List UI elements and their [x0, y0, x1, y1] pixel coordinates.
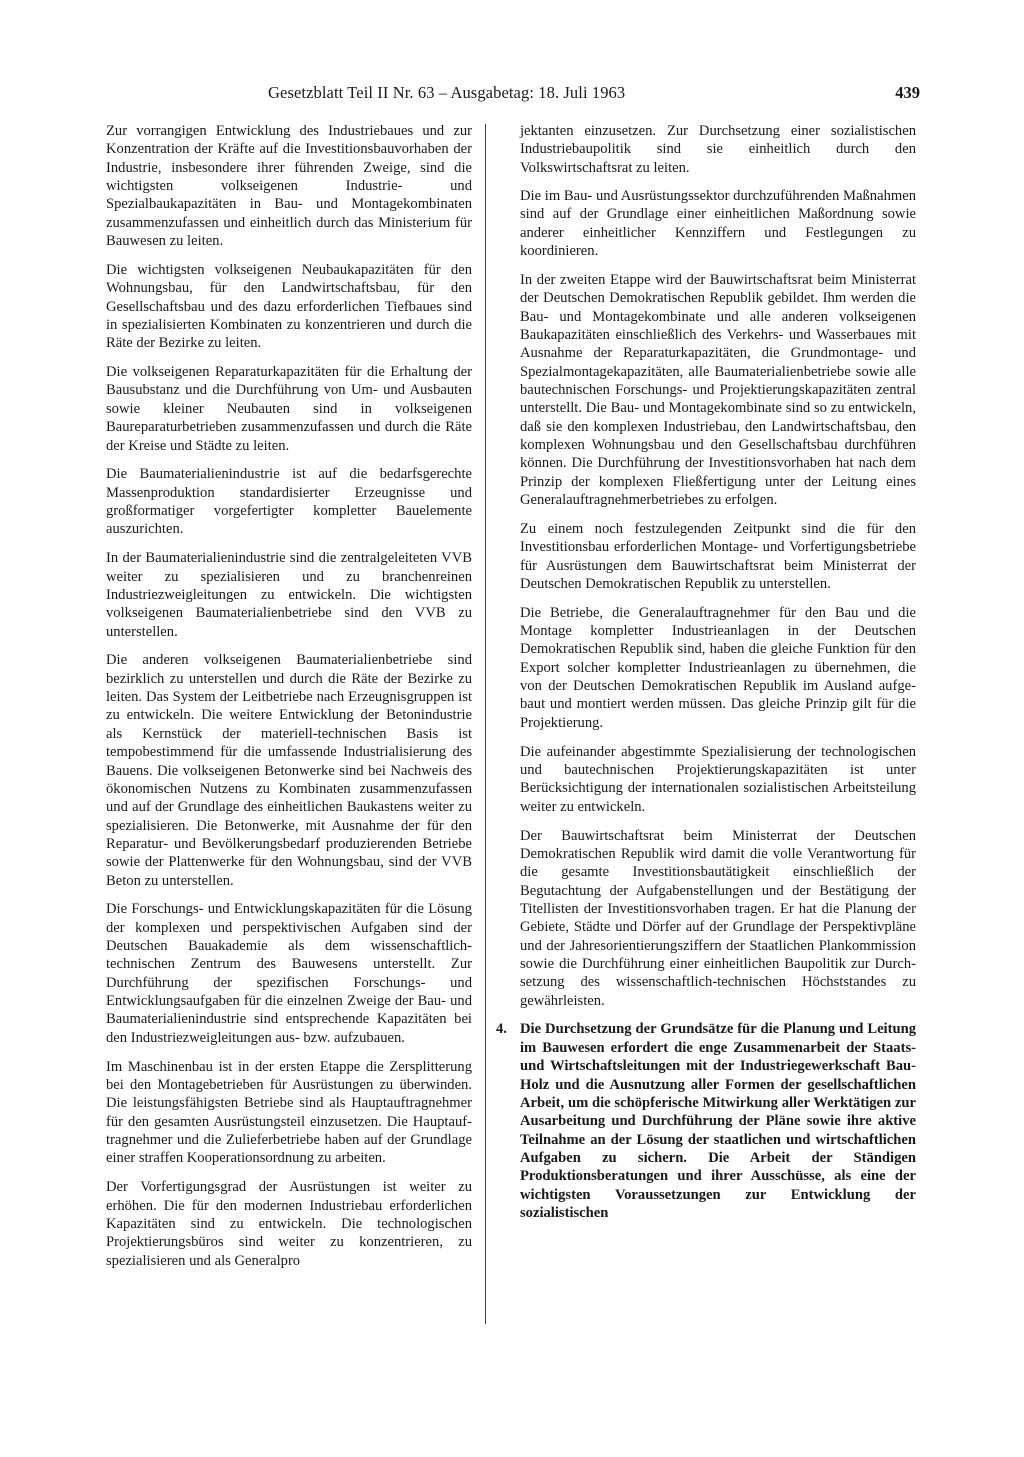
gazette-title: Gesetzblatt Teil II Nr. 63 – Ausgabetag: 18. Juli 1963 — [268, 83, 626, 102]
left-column — [106, 122, 472, 1280]
paragraph: Im Maschinenbau ist in der ersten Etappe die Zersplitterung bei den Montagebetrieben für Ausrüstungen zu überwinden. Die leistungsfähigsten Betriebe sind als Hauptauftragnehmer für den gesamten Ausrüstungsteil einzusetzen. Die Hauptauftragnehmer und die Zulieferbetriebe haben auf der Grundlage einer straffen Kooperationsordnung zu arbeiten. — [106, 1058, 472, 1167]
item-text: Die Durchsetzung der Grundsätze für die Planung und Leitung im Bauwesen erfordert die enge Zusammenarbeit der Staats- und Wirtschaftsleitungen mit der Industriegewerkschaft Bau-Holz und die Ausnutzung aller Formen der gesellschaftlichen Arbeit, um die schöpferische Mitwirkung aller Werktätigen zur Ausarbeitung und Durchführung der Pläne sowie ihre aktive Teilnahme an der Lösung der staatlichen und wirtschaftlichen Aufgaben zu sichern. Die Arbeit der Ständigen Produktionsberatungen und ihrer Ausschüsse, als eine der wichtigsten Voraussetzungen zur Entwicklung der sozialistischen — [520, 1021, 916, 1221]
numbered-item-4 — [496, 1020, 916, 1222]
paragraph: Die wichtigsten volkseigenen Neubaukapazitäten für den Wohnungsbau, für den Landwirtschaftsbau, für den Gesellschaftsbau und des dazu erforderlichen Tiefbaues sind in spezialisierten Kombinaten zu konzentrieren und durch die Räte der Bezirke zu leiten. — [106, 261, 472, 352]
paragraph: Die Forschungs- und Entwicklungskapazitäten für die Lösung der komplexen und perspektivischen Aufgaben sind der Deutschen Bauakademie als dem wissenschaftlich-technischen Zentrum des Bauwesens unterstellt. Zur Durchführung der spezifischen Forschungs- und Entwicklungsaufgaben für die einzelnen Zweige der Bau- und Baumaterialienindustrie sind entsprechende Kapazitäten bei den Industriezweigleitungen aus- bzw. aufzubauen. — [106, 901, 472, 1046]
paragraph: Die Betriebe, die Generalauftragnehmer für den Bau und die Montage kompletter Industrieanlagen in der Deutschen Demokratischen Republik sind, haben die gleiche Funktion für den Export solcher kompletter Industrieanlagen zu übernehmen, die von der Deutschen Demokratischen Republik im Ausland aufgebaut und montiert werden müssen. Das gleiche Prinzip gilt für die Projektierung. — [520, 604, 916, 731]
paragraph: Die Baumaterialienindustrie ist auf die bedarfsgerechte Massenproduktion standardisierter Erzeugnisse und großformatiger vorgefertigter kompletter Bauelemente auszurichten. — [106, 466, 472, 538]
page-header — [268, 82, 920, 104]
paragraph: Der Vorfertigungsgrad der Ausrüstungen ist weiter zu erhöhen. Die für den modernen Industriebau erforderlichen Kapazitäten sind zu entwickeln. Die technologischen Projektierungsbüros sind weiter zu konzentrieren, zu spezialisieren und als Generalpro — [106, 1179, 472, 1269]
paragraph: In der Baumaterialienindustrie sind die zentralgeleiteten VVB weiter zu spezialisieren und zu branchenreinen Industriezweigleitungen zu entwickeln. Die wichtigsten volkseigenen Baumaterialienbetriebe sind den VVB zu unterstellen. — [106, 550, 472, 640]
paragraph: Der Bauwirtschaftsrat beim Ministerrat der Deutschen Demokratischen Republik wird damit die volle Verantwortung für die gesamte Investitionsbautätigkeit einschließlich der Begutachtung der Aufgabenstellungen und der Bestätigung der Titellisten der Investitionsvorhaben tragen. Er hat die Planung der Gebiete, Städte und Dörfer auf der Grundlage der Perspektivpläne und der Jahresorientierungsziffern der Staatlichen Plankommission sowie die Durchführung einer einheitlichen Baupolitik zur Durchsetzung des wissenschaftlich-technischen Höchststandes zu gewährleisten. — [520, 827, 916, 1009]
item-number: 4. — [496, 1021, 507, 1038]
paragraph: Die anderen volkseigenen Baumaterialienbetriebe sind bezirklich zu unterstellen und durch die Räte der Bezirke zu leiten. Das System der Leitbetriebe nach Erzeugnisgruppen ist zu entwickeln. Die weitere Entwicklung der Betonindustrie als Kernstück der materiell-technischen Basis ist tempobestimmend für die umfassende Industrialisierung des Bauens. Die volkseigenen Betonwerke sind bei Nachweis des ökonomischen Nutzens zu Kombinaten zusammenzufassen und auf der Grundlage des einheitlichen Baukastens weiter zu spezialisieren. Die Betonwerke, mit Ausnahme der für den Reparatur- und Bevölkerungsbedarf produzierenden Betriebe sowie der Plattenwerke für den Wohnungsbau, sind der VVB Beton zu unterstellen. — [106, 652, 472, 889]
paragraph: Zur vorrangigen Entwicklung des Industriebaues und zur Konzentration der Kräfte auf die Investitionsbauvorhaben der Industrie, insbesondere ihrer führenden Zweige, sind die wichtigsten volkseigenen Industrie- und Spezialbaukapazitäten in Bau- und Montagekombinaten zusammenzufassen und einheitlich durch das Ministerium für Bauwesen zu leiten. — [106, 123, 472, 250]
column-divider — [485, 124, 486, 1324]
paragraph: Zu einem noch festzulegenden Zeitpunkt sind die für den Investitionsbau erforderlichen Montage- und Vorfertigungsbetriebe für Ausrüstungen dem Bauwirtschaftsrat beim Ministerrat der Deutschen Demokratischen Republik zu unterstellen. — [520, 520, 916, 592]
paragraph: Die volkseigenen Reparaturkapazitäten für die Erhaltung der Bausubstanz und die Durchführung von Um- und Ausbauten sowie kleiner Neubauten sind in volkseigenen Baureparaturbetrieben zusammenzufassen und durch die Räte der Kreise und Städte zu leiten. — [106, 364, 472, 454]
right-column — [496, 122, 916, 1233]
paragraph: Die aufeinander abgestimmte Spezialisierung der technologischen und bautechnischen Projektierungskapazitäten ist unter Berücksichtigung der internationalen sozialistischen Arbeitsteilung weiter zu entwickeln. — [520, 743, 916, 815]
page-number: 439 — [895, 83, 920, 102]
paragraph: In der zweiten Etappe wird der Bauwirtschaftsrat beim Ministerrat der Deutschen Demokratischen Republik gebildet. Ihm werden die Bau- und Montagekombinate und alle anderen volkseigenen Baukapazitäten einschließlich des Verkehrs- und Wasserbaues mit Ausnahme der Reparaturkapazitäten, die Grundmontage- und Spezialmontagekapazitäten, alle Baumaterialienbetriebe sowie alle bautechnischen Forschungs- und Projektierungskapazitäten zentral unterstellt. Die Bau- und Montagekombinate sind so zu entwickeln, daß sie den komplexen Industriebau, den Landwirtschaftsbau, den komplexen Wohnungsbau und den Gesellschaftsbau durchführen können. Die Durchführung der Investitionsvorhaben hat nach dem Prinzip der komplexen Fließfertigung unter der Leitung eines Generalauftragnehmerbetriebes zu erfolgen. — [520, 271, 916, 509]
paragraph: Die im Bau- und Ausrüstungssektor durchzuführenden Maßnahmen sind auf der Grundlage einer einheitlichen Maßordnung sowie anderer einheitlicher Kennziffern und Festlegungen zu koordinieren. — [520, 188, 916, 260]
paragraph: jektanten einzusetzen. Zur Durchsetzung einer sozialistischen Industriebaupolitik sind sie einheitlich durch den Volkswirtschaftsrat zu leiten. — [520, 123, 916, 176]
